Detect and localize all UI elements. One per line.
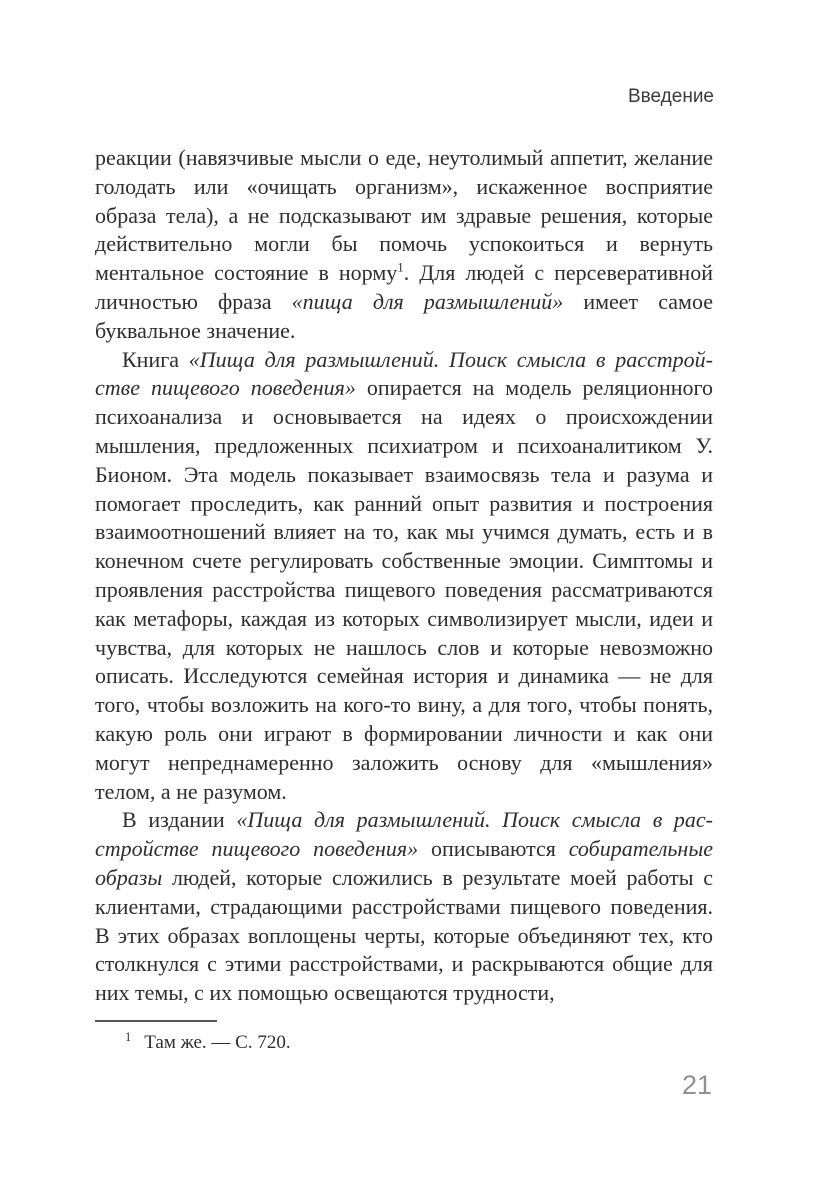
footnote-text: Там же. — С. 720.	[144, 1032, 291, 1053]
page-number: 21	[681, 1070, 712, 1100]
running-head: Введение	[627, 86, 714, 107]
footnote-reference: 1	[397, 259, 404, 275]
footnote: $^1$ Там же. — С. 720.	[125, 1029, 291, 1053]
paragraph: В издании «Пища для размышлений. Поиск смысла в расстройстве пищевого поведения» описываются собирательные образы людей, которые сложились в результате моей работы с клиентами, страдающими расстройствами пищевого поведения. В этих образах воплощены черты, которые объединяют тех, кто столкнулся с этими расстройствами, и раскрываются общие для них темы, с их помощью освещаются трудности,	[95, 807, 713, 1006]
paragraph: реакции (навязчивые мысли о еде, неутолимый аппетит, желание голодать или «очищать организм», искаженное восприятие образа тела), а не подсказывают им здравые решения, которые действительно могли бы помочь успокоиться и вернуть ментальное состояние в норму$^1$. Для людей с персеверативной личностью фраза «пища для размышлений» имеет самое буквальное значение.	[95, 145, 713, 343]
footnote-divider	[95, 1020, 217, 1022]
body-text	[95, 144, 713, 1008]
paragraph: Книга «Пища для размышлений. Поиск смысла в расстройстве пищевого поведения» опирается на модель реляционного психоанализа и основывается на идеях о происхождении мышления, предложенных психиатром и психоаналитиком У. Бионом. Эта модель показывает взаимосвязь тела и разума и помогает проследить, как ранний опыт развития и построения взаимоотношений влияет на то, как мы учимся думать, есть и в конечном счете регулировать собственные эмоции. Симптомы и проявления расстройства пищевого поведения рассматриваются как метафоры, каждая из которых символизирует мысли, идеи и чувства, для которых не нашлось слов и которые невозможно описать. Исследуются семейная история и динамика — не для того, чтобы возложить на кого-то вину, а для того, чтобы понять, какую роль они играют в формировании личности и как они могут непреднамеренно заложить основу для «мышления» телом, а не разумом.	[95, 346, 713, 804]
